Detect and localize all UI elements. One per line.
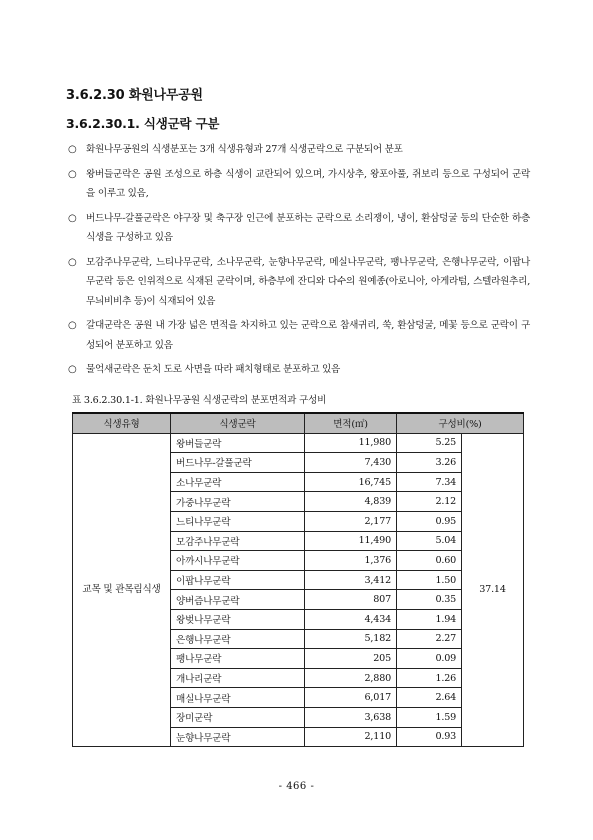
area-cell: 2,110 [305,727,397,747]
community-name-cell: 소나무군락 [171,472,305,492]
ratio-cell: 7.34 [397,472,462,492]
ratio-cell: 0.35 [397,590,462,610]
community-name-cell: 이팝나무군락 [171,570,305,590]
ratio-cell: 1.59 [397,707,462,727]
community-name-cell: 팽나무군락 [171,649,305,669]
ratio-cell: 1.26 [397,668,462,688]
ratio-cell: 0.95 [397,511,462,531]
bullet-item [68,165,530,204]
section-title: 3.6.2.30 화원나무공원 [66,88,203,103]
community-name-cell: 양버즘나무군락 [171,590,305,610]
bullet-item [68,360,530,380]
bullet-item [68,253,530,312]
ratio-cell: 5.25 [397,433,462,453]
page-number: - 466 - [278,781,315,792]
bullet-text: 왕버들군락은 공원 조성으로 하층 식생이 교란되어 있으며, 가시상추, 왕포아풀, 쥐보리 등으로 구성되어 군락을 이루고 있음, [86,168,530,199]
community-name-cell: 모감주나무군락 [171,531,305,551]
area-cell: 1,376 [305,551,397,571]
ratio-cell: 5.04 [397,531,462,551]
circle-bullet-icon: ○ [68,144,77,155]
header-ratio: 구성비(%) [397,413,524,433]
ratio-cell: 1.50 [397,570,462,590]
circle-bullet-icon: ○ [68,256,77,268]
area-cell: 4,839 [305,492,397,512]
bullet-text: 모감주나무군락, 느티나무군락, 소나무군락, 눈향나무군락, 메실나무군락, 팽나무군락, 은행나무군락, 이팝나무군락 등은 인위적으로 식재된 군락이며, 하층부에 잔디와 다수의 원예종(아로니아, 아게라텀, 스텔라원추리, 무늬비비추 등)이 식재되어 있음 [86,256,530,307]
bullet-item [68,209,530,248]
ratio-cell: 0.93 [397,727,462,747]
area-cell: 11,490 [305,531,397,551]
ratio-cell: 1.94 [397,609,462,629]
community-name-cell: 왕벚나무군락 [171,609,305,629]
community-name-cell: 매실나무군락 [171,688,305,708]
area-cell: 11,980 [305,433,397,453]
area-cell: 3,412 [305,570,397,590]
bullet-item [68,140,530,160]
header-type: 식생유형 [73,413,171,433]
vegetation-table [72,412,524,747]
vegetation-type-cell: 교목 및 관목림식생 [73,433,171,747]
community-name-cell: 느티나무군락 [171,511,305,531]
circle-bullet-icon: ○ [68,212,77,224]
bullet-text: 버드나무-갈풀군락은 야구장 및 축구장 인근에 분포하는 군락으로 소리쟁이, 냉이, 환삼덩굴 등의 단순한 하층 식생을 구성하고 있음 [86,212,530,243]
bullet-text: 물억새군락은 둔치 도로 사면을 따라 패치형태로 분포하고 있음 [86,364,341,375]
community-name-cell: 은행나무군락 [171,629,305,649]
bullet-item [68,316,530,355]
community-name-cell: 눈향나무군락 [171,727,305,747]
area-cell: 807 [305,590,397,610]
area-cell: 2,177 [305,511,397,531]
area-cell: 5,182 [305,629,397,649]
bullet-text: 화원나무공원의 식생분포는 3개 식생유형과 27개 식생군락으로 구분되어 분포 [86,144,403,155]
ratio-cell: 2.12 [397,492,462,512]
table-caption: 표 3.6.2.30.1-1. 화원나무공원 식생군락의 분포면적과 구성비 [72,395,327,406]
table-header-row [73,413,524,433]
subsection-title: 3.6.2.30.1. 식생군락 구분 [66,116,220,131]
circle-bullet-icon: ○ [68,168,77,180]
area-cell: 7,430 [305,453,397,473]
ratio-cell: 3.26 [397,453,462,473]
area-cell: 2,880 [305,668,397,688]
header-area: 면적(㎡) [305,413,397,433]
community-name-cell: 버드나무-갈풀군락 [171,453,305,473]
ratio-cell: 0.60 [397,551,462,571]
area-cell: 205 [305,649,397,669]
bullet-text: 갈대군락은 공원 내 가장 넓은 면적을 차지하고 있는 군락으로 참새귀리, 쑥, 환삼덩굴, 메꽃 등으로 군락이 구성되어 분포하고 있음 [86,320,530,351]
circle-bullet-icon: ○ [68,320,77,331]
header-community: 식생군락 [171,413,305,433]
community-name-cell: 장미군락 [171,707,305,727]
ratio-cell: 2.64 [397,688,462,708]
area-cell: 16,745 [305,472,397,492]
area-cell: 6,017 [305,688,397,708]
community-name-cell: 아까시나무군락 [171,551,305,571]
table-body [73,433,524,747]
ratio-cell: 2.27 [397,629,462,649]
community-name-cell: 가중나무군락 [171,492,305,512]
area-cell: 4,434 [305,609,397,629]
community-name-cell: 왕버들군락 [171,433,305,453]
category-total-cell: 37.14 [462,433,524,747]
community-name-cell: 개나리군락 [171,668,305,688]
ratio-cell: 0.09 [397,649,462,669]
circle-bullet-icon: ○ [68,364,77,375]
bullet-list [68,140,530,385]
table-row [73,433,524,453]
area-cell: 3,638 [305,707,397,727]
